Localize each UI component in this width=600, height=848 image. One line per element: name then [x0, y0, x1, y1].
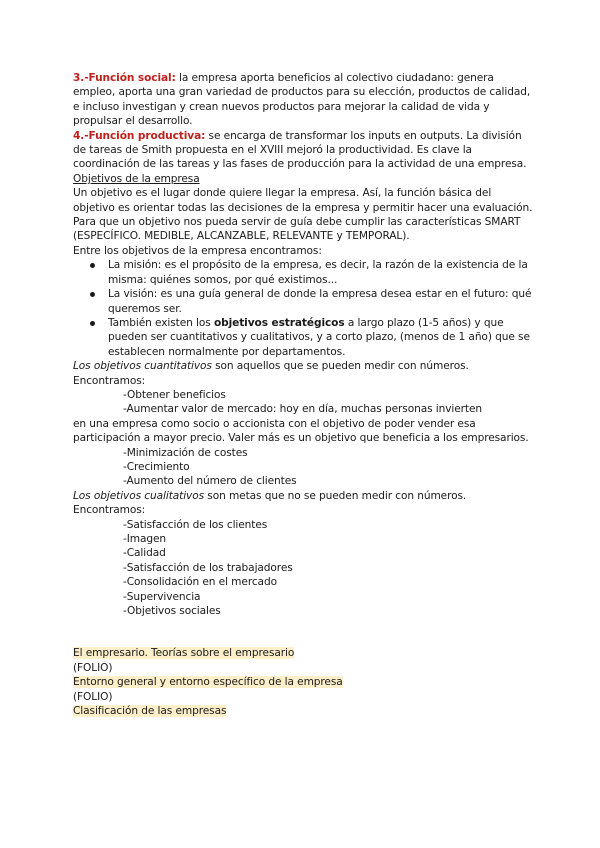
section-entorno — [73, 675, 533, 689]
section-clasificacion-text: Clasificación de las empresas — [73, 705, 227, 718]
objetivos-heading: Objetivos de la empresa — [73, 172, 200, 185]
bullet-item-mision — [73, 258, 533, 287]
bullet-icon — [90, 292, 95, 297]
cuantitativos-item-2: -Aumentar valor de mercado: hoy en día, muchas personas invierten — [123, 403, 483, 416]
bullet-icon — [90, 321, 95, 326]
cualitativos-item: -Calidad — [123, 547, 166, 560]
objetivos-paragraph-1: Un objetivo es el lugar donde quiere llegar la empresa. Así, la función básica del objetivo es orientar todas las decisiones de la empresa y permitir hacer una evaluación. — [73, 187, 533, 214]
cuantitativos-text: son aquellos que se pueden medir con números. — [211, 360, 469, 373]
cuantitativos-label: Los objetivos cuantitativos — [73, 360, 212, 373]
funcion-productiva-text: se encarga de transformar los inputs en outputs. La división de tareas de Smith propuesta en el XVIII mejoró la productividad. Es clave la coordinación de las tareas y las fases de producción para la actividad de una empresa. — [73, 129, 527, 171]
funcion-social-text: la empresa aporta beneficios al colectivo ciudadano: genera empleo, aporta una gran variedad de productos para su elección, productos de calidad, e incluso investigan y crean nuevos productos para mejorar la calidad de vida y propulsar el desarrollo. — [73, 72, 531, 128]
funcion-productiva-paragraph — [73, 129, 533, 172]
bullet-item-vision — [73, 287, 533, 316]
bullet-text-estrategicos-post: a largo plazo (1-5 años) y que pueden ser cuantitativos y cualitativos, y a corto plazo, (menos de 1 año) que se establecen normalmente por departamentos. — [108, 316, 530, 358]
cualitativos-item: -Consolidación en el mercado — [123, 576, 277, 589]
cuantitativos-item-1: -Obtener beneficios — [123, 388, 226, 401]
cualitativos-text: son metas que no se pueden medir con números. — [204, 489, 467, 502]
folio-note-2: (FOLIO) — [73, 690, 113, 703]
folio-note-1: (FOLIO) — [73, 661, 113, 674]
objetivos-bullet-list — [73, 258, 533, 359]
cuantitativos-encontramos: Encontramos: — [73, 374, 146, 387]
section-empresario — [73, 646, 533, 660]
section-spacer — [73, 618, 533, 646]
bullet-text-mision: La misión: es el propósito de la empresa, es decir, la razón de la existencia de la misma: quiénes somos, por qué existimos... — [108, 259, 528, 286]
bullet-icon — [90, 263, 95, 268]
cualitativos-item: -Imagen — [123, 533, 167, 545]
cualitativos-item: -Satisfacción de los clientes — [123, 518, 268, 531]
section-empresario-text: El empresario. Teorías sobre el empresario — [73, 647, 295, 660]
section-entorno-text: Entorno general y entorno específico de la empresa — [73, 676, 343, 689]
objetivos-paragraph-3: Entre los objetivos de la empresa encontramos: — [73, 244, 322, 257]
cuantitativos-item-5: -Aumento del número de clientes — [123, 475, 297, 488]
section-clasificacion — [73, 704, 533, 718]
bullet-item-estrategicos — [73, 316, 533, 359]
funcion-social-label: 3.-Función social: — [73, 72, 176, 84]
cualitativos-label: Los objetivos cualitativos — [73, 489, 205, 502]
bullet-text-vision: La visión: es una guía general de donde la empresa desea estar en el futuro: qué queremos ser. — [108, 288, 532, 315]
objetivos-paragraph-2: Para que un objetivo nos pueda servir de guía debe cumplir las características SMART (ESPECÍFICO. MEDIBLE, ALCANZABLE, RELEVANTE y TEMPORAL). — [73, 216, 521, 243]
funcion-productiva-label: 4.-Función productiva: — [73, 129, 206, 142]
cuantitativos-item-2-cont: en una empresa como socio o accionista con el objetivo de poder vender esa participación a mayor precio. Valer más es un objetivo que beneficia a los empresarios. — [73, 417, 529, 445]
cuantitativos-item-4: -Crecimiento — [123, 460, 190, 473]
cualitativos-intro — [73, 489, 533, 503]
bullet-text-estrategicos-bold: objetivos estratégicos — [213, 316, 345, 329]
page-content — [73, 71, 533, 718]
cualitativos-item: -Objetivos sociales — [123, 605, 221, 618]
cualitativos-item: -Satisfacción de los trabajadores — [123, 561, 293, 574]
bullet-text-estrategicos-pre: También existen los — [108, 316, 214, 329]
funcion-social-paragraph — [73, 71, 533, 129]
cualitativos-item: -Supervivencia — [123, 590, 201, 603]
cuantitativos-intro — [73, 359, 533, 373]
cualitativos-encontramos: Encontramos: — [73, 504, 146, 517]
cuantitativos-item-3: -Minimización de costes — [123, 446, 248, 459]
